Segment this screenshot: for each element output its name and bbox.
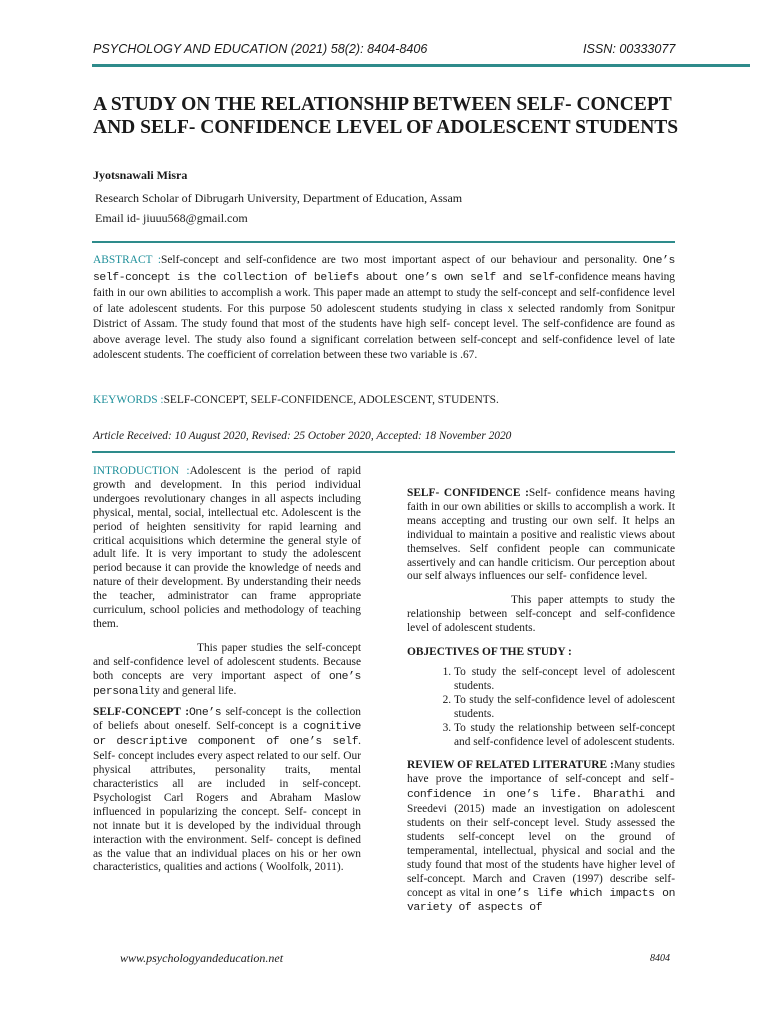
self-concept-text-1: self-concept is the collection of beliefs about oneself. Self-concept is a: [93, 705, 361, 733]
intro-paragraph-2-text: This paper studies the self-concept and self-confidence level of adolescent students. Because both concepts are very important aspect of: [93, 641, 361, 682]
self-confidence-paragraph: [407, 487, 675, 584]
author-name: Jyotsnawali Misra: [93, 168, 188, 182]
self-concept-mono-2: cognitive or descriptive component of one’s self: [93, 721, 361, 749]
journal-header: PSYCHOLOGY AND EDUCATION (2021) 58(2): 8404-8406: [93, 42, 428, 56]
self-concept-mono-1: One’s: [189, 706, 222, 719]
objective-item: 2. To study the self-confidence level of adolescent students.: [454, 694, 675, 722]
self-confidence-label: SELF- CONFIDENCE :: [407, 487, 529, 499]
intro-paragraph-2-end: ty and general life.: [150, 684, 237, 697]
keywords-text: SELF-CONCEPT, SELF-CONFIDENCE, ADOLESCENT, STUDENTS.: [163, 394, 499, 406]
abstract-top-rule: [92, 241, 675, 243]
review-label: REVIEW OF RELATED LITERATURE :: [407, 759, 614, 772]
dates-bottom-rule: [92, 451, 675, 453]
paper-title: A STUDY ON THE RELATIONSHIP BETWEEN SELF- CONCEPT AND SELF- CONFIDENCE LEVEL OF ADOLESCENT STUDENTS: [93, 94, 679, 138]
introduction-paragraph: [93, 465, 361, 632]
self-confidence-paragraph-2: This paper attempts to study the relationship between self-concept and self-confidence level of adolescent students.: [407, 594, 675, 635]
introduction-text: Adolescent is the period of rapid growth and development. In this period individual undergoes revolutionary changes in all aspects including physical, mental, social, intellectual etc. Adolescent is the period of heighten sensitivity for rapid learning and critical acquisitions which determine the general style of adult life. It is very important to study the adolescent period because it can provide the knowledge of needs and nature of their development. By understanding their needs the teacher, administrator can frame appropriate curriculum, school policies and methodology of teaching them.: [93, 465, 361, 630]
self-concept-text-2: . Self- concept includes every aspect related to our self. Our physical attributes, personality traits, mental characteristics all are included in self-concept. Psychologist Carl Rogers and Abraham Maslow influenced in popularizing the concept. Self- concept in not innate but it is developed by the individual through interaction with the environment. Self- concept is defined as the value that an individual places on his or her own characteristics, qualities and actions ( Woolfolk, 2011).: [93, 735, 361, 874]
keywords: [93, 394, 675, 406]
header-rule: [92, 64, 750, 67]
introduction-label: INTRODUCTION :: [93, 465, 190, 477]
abstract-text-2: -confidence means having faith in our own abilities to accomplish a work. This paper made an attempt to study the self-concept and self-confidence level of late adolescent students. For this purpose 50 adolescent students studying in class x selected randomly from Sonitpur District of Assam. The study found that most of the students have high self- concept level. The self-confidence are found as above average level. The study also found a significant correlation between self-concept and self-confidence level of late adolescent students. The coefficient of correlation between these two variable is .67.: [93, 270, 675, 361]
left-column: [93, 465, 361, 875]
review-mono-2: one’s life which impacts on variety of aspects of: [407, 887, 676, 915]
author-affiliation: Research Scholar of Dibrugarh University, Department of Education, Assam: [95, 191, 463, 205]
review-mono-1: -confidence in one’s life. Bharathi and: [407, 774, 675, 802]
abstract: [93, 253, 675, 364]
review-paragraph: [407, 759, 675, 916]
footer-page-number: 8404: [650, 953, 670, 964]
article-dates: Article Received: 10 August 2020, Revised: 25 October 2020, Accepted: 18 November 2020: [93, 430, 512, 442]
self-concept-paragraph: [93, 706, 361, 876]
objective-item: 3. To study the relationship between self-concept and self-confidence level of adolescent students.: [454, 722, 675, 750]
intro-paragraph-2-mono: one’s personali: [93, 670, 361, 698]
objectives-list: [407, 666, 675, 749]
abstract-text-mono: One’s self-concept is the collection of beliefs about one’s own self and self: [93, 255, 675, 284]
objective-item: 1. To study the self-concept level of adolescent students.: [454, 666, 675, 694]
self-confidence-text: Self- confidence means having faith in our own abilities or skills to accomplish a work. It means accepting and trusting our own self. It helps an individual to maintain a positive and realistic views about themselves. Self confident people can communicate assertively and can handle criticism. Our perception about our self always influences our self- confidence level.: [407, 487, 675, 583]
review-text-1: Many studies have prove the importance of self-concept and self: [407, 759, 675, 786]
footer-website[interactable]: www.psychologyandeducation.net: [120, 951, 284, 965]
self-concept-label: SELF-CONCEPT :: [93, 705, 189, 718]
right-column: [407, 487, 675, 916]
keywords-label: KEYWORDS :: [93, 394, 164, 406]
author-email: Email id- jiuuu568@gmail.com: [95, 211, 248, 225]
review-text-2: Sreedevi (2015) made an investigation on adolescent students on their self-concept level. Study assessed the students self-concept level on the ground of temperamental, intellectual, physical and social and the study found that most of the students have higher level of self-concept. March and Craven (1997) describe self-concept as vital in: [407, 803, 675, 899]
objectives-heading: OBJECTIVES OF THE STUDY :: [407, 646, 572, 659]
intro-paragraph-2: [93, 642, 361, 700]
abstract-label: ABSTRACT :: [93, 254, 162, 266]
issn-header: ISSN: 00333077: [583, 42, 676, 56]
abstract-text-1: Self-concept and self-confidence are two most important aspect of our behaviour and personality.: [161, 254, 638, 266]
